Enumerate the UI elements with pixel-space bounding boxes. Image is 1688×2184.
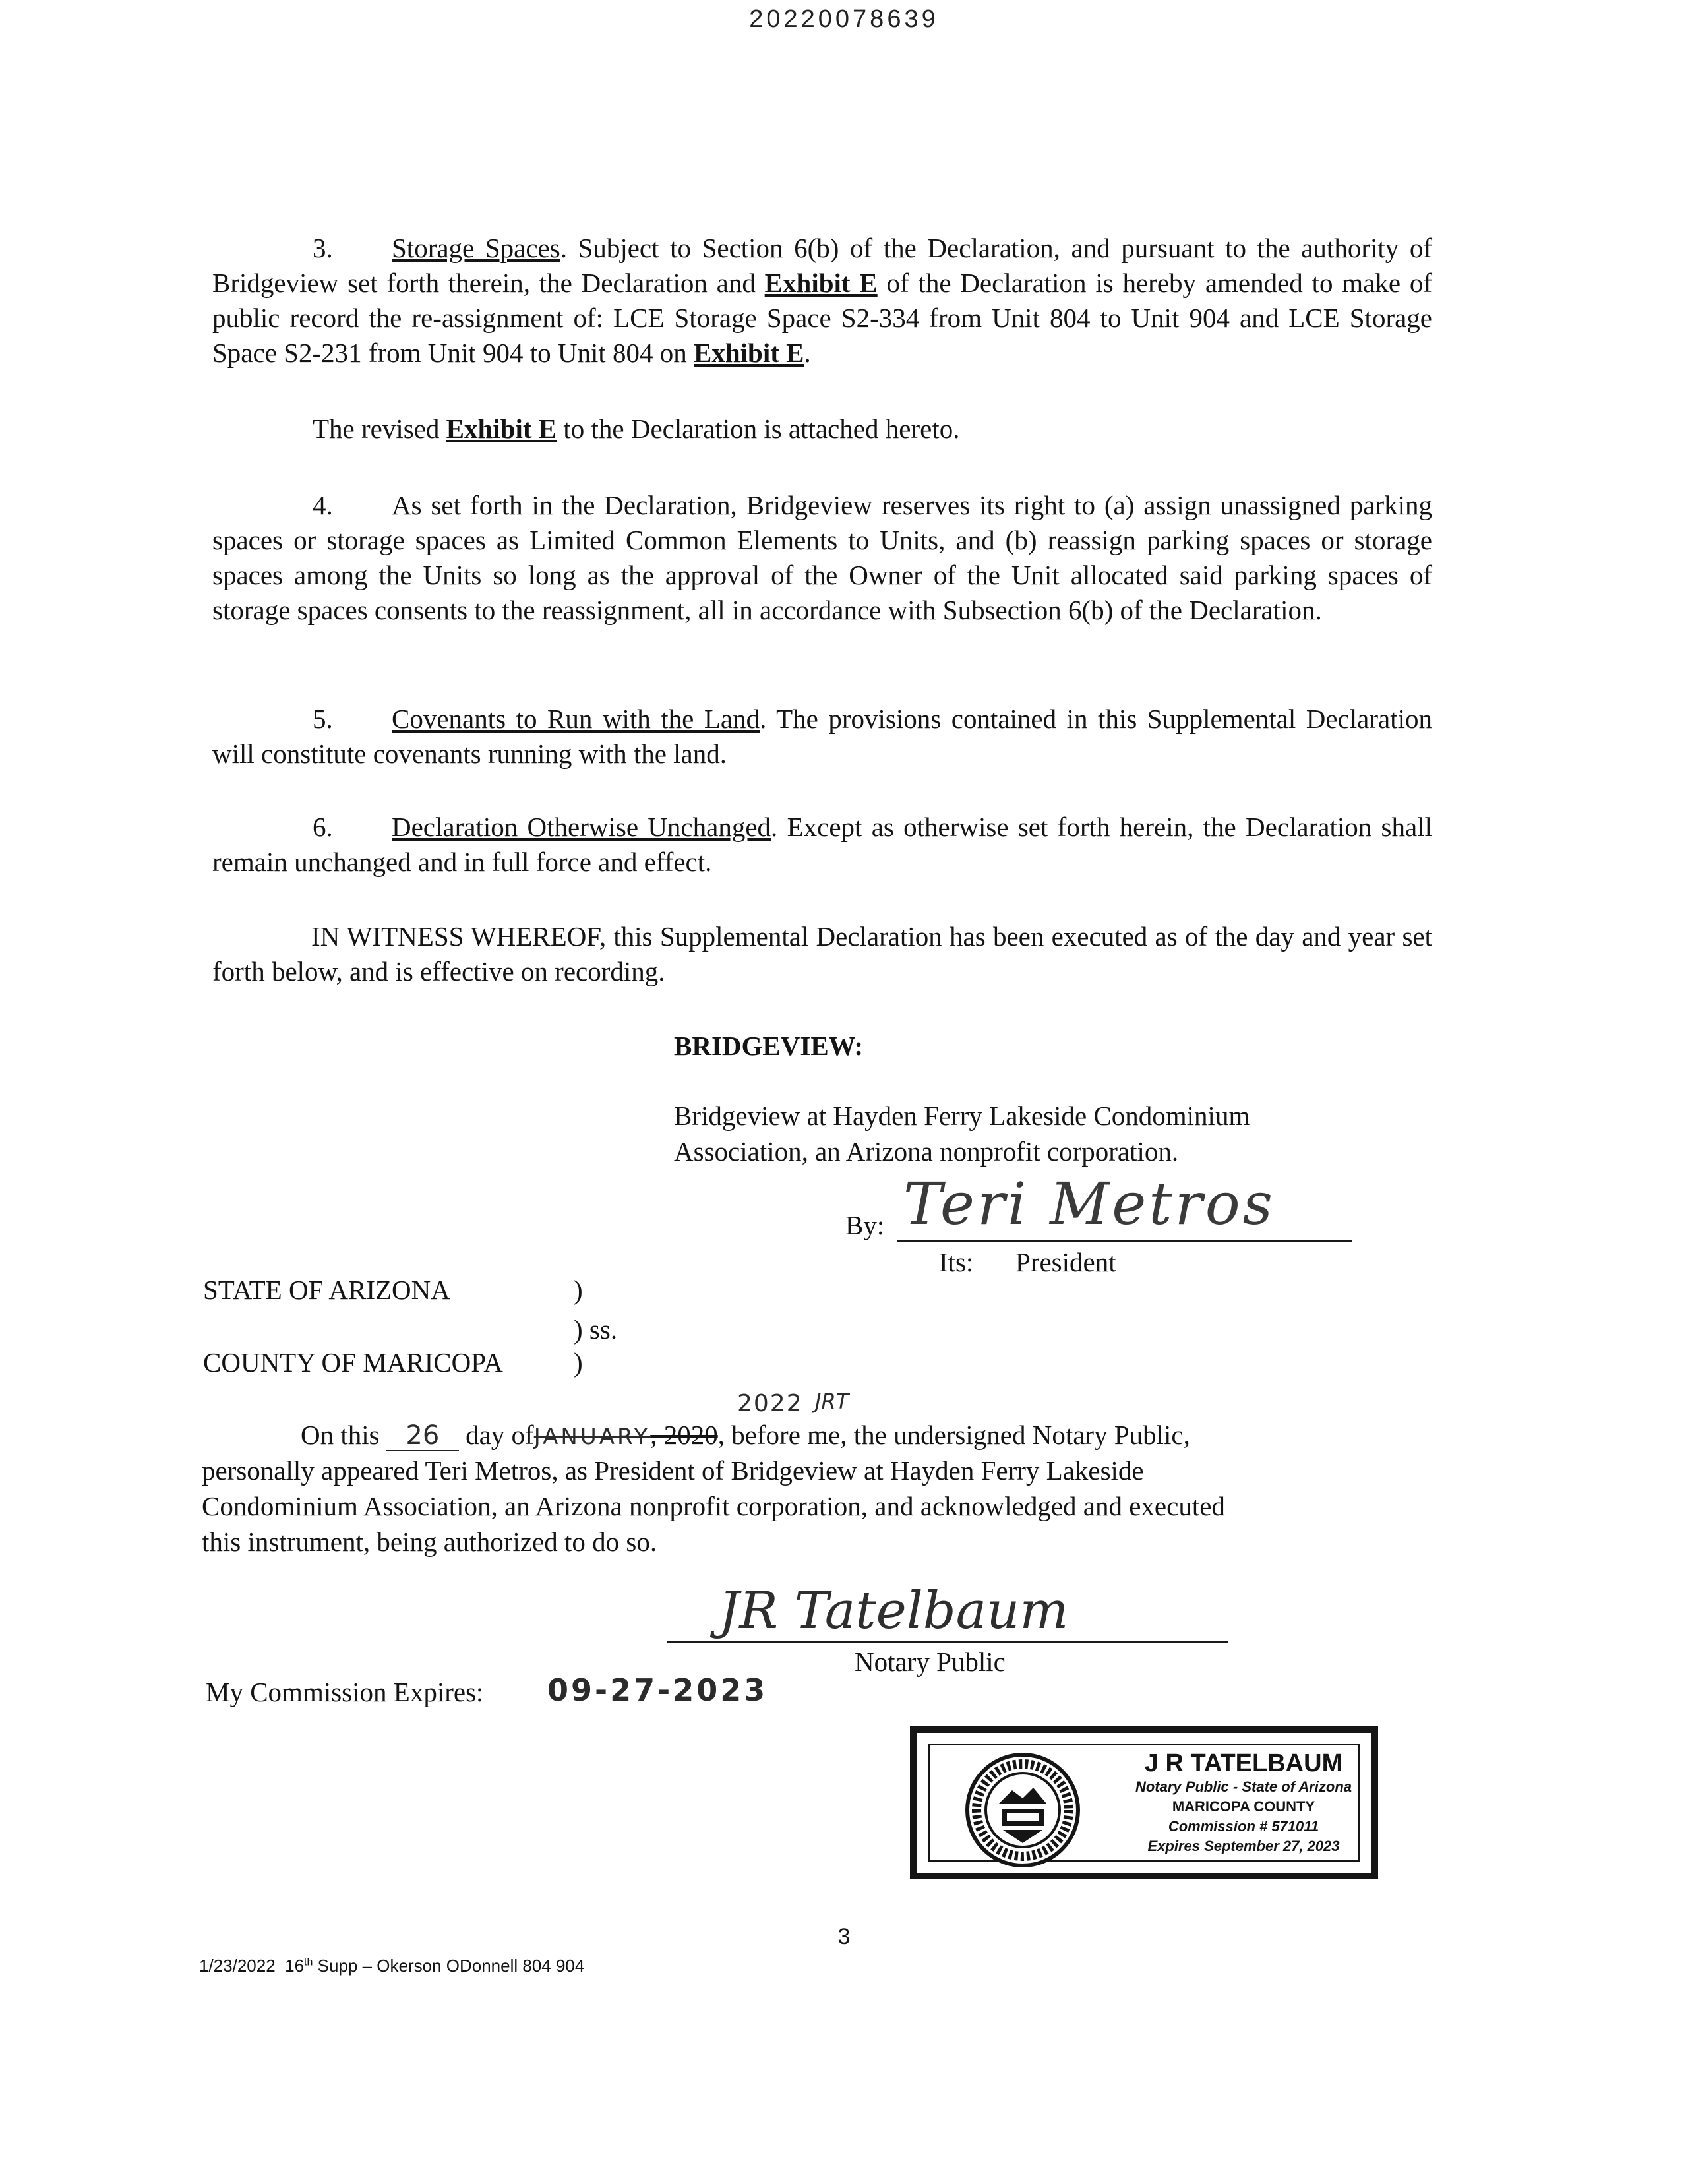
notary-signature-line: [667, 1641, 1228, 1643]
in-witness-paragraph: [212, 919, 1432, 989]
seal-line-2: MARICOPA COUNTY: [1172, 1798, 1315, 1815]
signatory-heading: BRIDGEVIEW:: [674, 1031, 864, 1061]
correction-initials: JRT: [815, 1389, 849, 1414]
venue-ss: ) ss.: [574, 1314, 618, 1345]
signatory-title: President: [1015, 1247, 1116, 1277]
section-text: As set forth in the Declaration, Bridgeview reserves its right to (a) assign unassigned parking spaces or storage spaces as Limited Common Elements to Units, and (b) reassign parking spaces or storage spaces among the Units so long as the approval of the Owner of the Unit allocated said parking spaces of storage spaces consents to the reassignment, all in accordance with Subsection 6(b) of the Declaration.: [212, 490, 1432, 625]
footer-ordinal: 16: [285, 1956, 305, 1976]
commission-expiration-date: 09-27-2023: [547, 1672, 768, 1708]
section-number: 4.: [313, 490, 333, 520]
section-text: .: [804, 338, 811, 368]
statement-text: The revised: [313, 413, 446, 444]
handwritten-month: JANUARY: [533, 1424, 651, 1450]
entity-name-line-1: Bridgeview at Hayden Ferry Lakeside Condominium: [674, 1101, 1250, 1131]
venue-paren: ): [574, 1347, 583, 1378]
acknowledgment-line-1: [301, 1418, 1190, 1455]
seal-line-1: Notary Public - State of Arizona: [1135, 1778, 1352, 1795]
section-heading: Storage Spaces: [392, 233, 560, 263]
venue-paren: ): [574, 1275, 583, 1305]
section-heading: Declaration Otherwise Unchanged: [392, 812, 771, 842]
ack-text: On this: [301, 1420, 380, 1450]
section-number: 3.: [313, 233, 333, 263]
section-text: . Subject to Section 6(b) of the Declaration, and pursuant to the authority of Bridgeview set forth therein, the Declaration and: [212, 233, 1432, 298]
venue-state: STATE OF ARIZONA: [203, 1275, 450, 1305]
notary-signature: JR Tatelbaum: [719, 1581, 1069, 1641]
acknowledgment-line-2: personally appeared Teri Metros, as President of Bridgeview at Hayden Ferry Lakeside: [202, 1455, 1144, 1486]
commission-expires-label: My Commission Expires:: [206, 1677, 484, 1707]
acknowledgment-line-3: Condominium Association, an Arizona nonprofit corporation, and acknowledged and executed: [202, 1491, 1225, 1521]
handwritten-year-correction: 2022: [737, 1390, 803, 1417]
section-5-covenants: [212, 702, 1432, 772]
notary-seal-stamp: [910, 1726, 1378, 1879]
president-signature: Teri Metros: [903, 1170, 1275, 1238]
its-label: Its:: [939, 1247, 974, 1277]
section-text: . Except as otherwise set forth herein, the Declaration shall remain unchanged and in full force and effect.: [212, 812, 1432, 877]
recording-number: 20220078639: [749, 5, 939, 33]
exhibit-reference: Exhibit E: [693, 338, 804, 368]
footer-text: Supp – Okerson ODonnell 804 904: [317, 1956, 585, 1976]
witness-text: IN WITNESS WHEREOF, this Supplemental Declaration has been executed as of the day and year set forth below, and is effective on recording.: [212, 921, 1432, 986]
page-number: 3: [837, 1924, 851, 1949]
seal-line-4: Expires September 27, 2023: [1147, 1838, 1340, 1854]
notary-name: J R TATELBAUM: [1144, 1749, 1343, 1777]
section-3-storage-spaces: [212, 231, 1432, 371]
revised-exhibit-statement: [313, 411, 959, 446]
notary-public-label: Notary Public: [855, 1647, 1006, 1677]
section-6-unchanged: [212, 810, 1432, 880]
seal-line-3: Commission # 571011: [1168, 1818, 1319, 1835]
section-number: 5.: [313, 704, 333, 734]
by-label: By:: [845, 1210, 885, 1240]
exhibit-reference: Exhibit E: [764, 268, 878, 298]
exhibit-reference: Exhibit E: [446, 413, 557, 444]
section-4-reservation: [212, 488, 1432, 628]
ack-text: , before me, the undersigned Notary Public,: [717, 1420, 1190, 1450]
venue-county: COUNTY OF MARICOPA: [203, 1347, 503, 1378]
entity-name-line-2: Association, an Arizona nonprofit corporation.: [674, 1136, 1179, 1167]
section-text: of the Declaration is hereby amended to make of public record the re-assignment of: LCE Storage Space S2-334 from Unit 804 to Unit 904 and LCE Storage Space S2-231 from Unit 904 to Unit 804 on: [212, 268, 1433, 368]
document-footer: [199, 1956, 584, 1976]
section-text: . The provisions contained in this Supplemental Declaration will constitute covenants running with the land.: [212, 704, 1432, 769]
footer-date: 1/23/2022: [199, 1956, 276, 1976]
arizona-state-seal-emblem: [944, 1751, 1102, 1869]
section-number: 6.: [313, 812, 333, 842]
statement-text: to the Declaration is attached hereto.: [557, 413, 960, 444]
section-heading: Covenants to Run with the Land: [392, 704, 760, 734]
struck-year: , 2020: [650, 1420, 718, 1450]
ack-text: day of: [466, 1420, 534, 1450]
handwritten-day: 26: [386, 1421, 459, 1451]
acknowledgment-line-4: this instrument, being authorized to do so.: [202, 1527, 657, 1557]
signature-line: [897, 1240, 1352, 1242]
footer-ordinal-suffix: th: [304, 1957, 313, 1968]
